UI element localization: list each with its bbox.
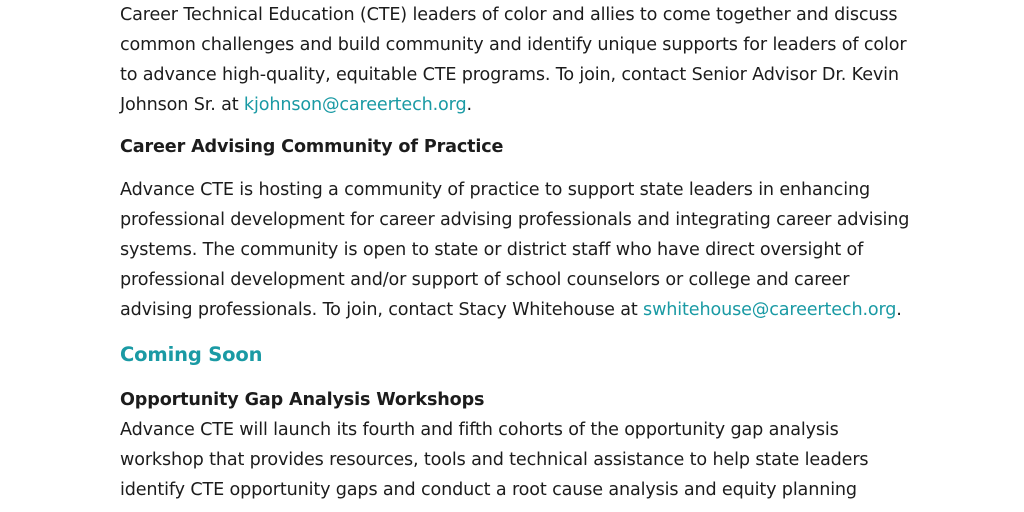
text-line: to advance high-quality, equitable CTE programs. To join, contact Senior Advisor Dr. Kevin (120, 65, 899, 85)
text-line: identify CTE opportunity gaps and conduct a root cause analysis and equity planning (120, 480, 857, 500)
text-line (120, 295, 920, 325)
text-line: workshop that provides resources, tools and technical assistance to help state leaders (120, 450, 869, 470)
text-line: professional development for career advising professionals and integrating career advising (120, 210, 910, 230)
text-line: systems. The community is open to state or district staff who have direct oversight of (120, 240, 864, 260)
text-fragment: advising professionals. To join, contact Stacy Whitehouse at (120, 300, 644, 320)
punctuation: . (466, 95, 472, 115)
punctuation: . (896, 300, 902, 320)
section-heading-opportunity-gap: Opportunity Gap Analysis Workshops (120, 390, 485, 410)
text-line: Advance CTE will launch its fourth and fifth cohorts of the opportunity gap analysis (120, 420, 839, 440)
text-line: Career Technical Education (CTE) leaders of color and allies to come together and discuss (120, 5, 898, 25)
text-line (120, 90, 920, 120)
opportunity-gap-paragraph (120, 415, 920, 505)
section-heading-career-advising: Career Advising Community of Practice (120, 137, 504, 157)
coming-soon-heading: Coming Soon (120, 343, 263, 366)
text-line: Advance CTE is hosting a community of practice to support state leaders in enhancing (120, 180, 870, 200)
email-link-swhitehouse[interactable]: swhitehouse@careertech.org (643, 300, 897, 320)
email-link-kjohnson[interactable]: kjohnson@careertech.org (243, 95, 467, 115)
intro-paragraph (120, 0, 920, 120)
text-line: common challenges and build community and identify unique supports for leaders of color (120, 35, 907, 55)
career-advising-paragraph (120, 175, 920, 325)
text-line: professional development and/or support of school counselors or college and career (120, 270, 850, 290)
text-fragment: Johnson Sr. at (120, 95, 244, 115)
